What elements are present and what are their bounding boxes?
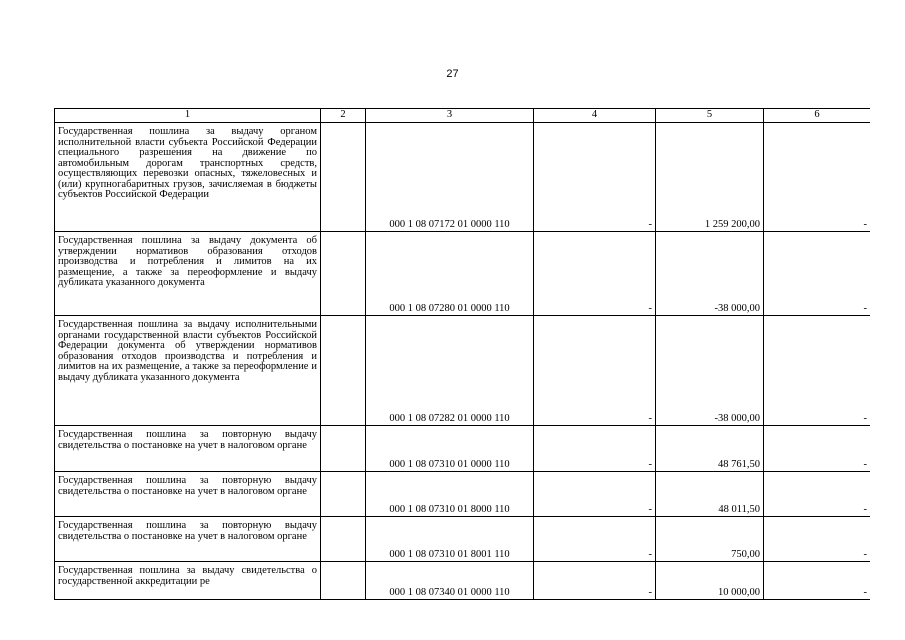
col2-cell [321,562,366,600]
budget-code-cell: 000 1 08 07280 01 0000 110 [366,232,534,316]
header-cell: 6 [764,109,871,123]
col5-value-cell: 750,00 [656,517,764,562]
col4-value-cell: - [534,123,656,232]
col2-cell [321,426,366,472]
budget-code-cell: 000 1 08 07310 01 0000 110 [366,426,534,472]
budget-code-cell: 000 1 08 07310 01 8000 110 [366,472,534,517]
col4-value-cell: - [534,232,656,316]
col5-value-cell: -38 000,00 [656,232,764,316]
revenue-name-cell: Государственная пошлина за выдачу документа об утверждении нормативов образования отходов производства и потребления и лимитов на их размещение, а также за переоформление и выдачу дубликата указанного документа [55,232,321,316]
budget-code-cell: 000 1 08 07282 01 0000 110 [366,316,534,426]
page-number: 27 [446,68,459,80]
col6-value-cell: - [764,426,871,472]
col4-value-cell: - [534,426,656,472]
col6-value-cell: - [764,123,871,232]
col4-value-cell: - [534,316,656,426]
col5-value-cell: -38 000,00 [656,316,764,426]
table-row [55,562,871,600]
table-header-row [55,109,871,123]
revenue-name-cell: Государственная пошлина за выдачу исполнительными органами государственной власти субъектов Российской Федерации документа об утверждении нормативов образования отходов производства и потребления и лимитов на их размещение, а также за переоформление и выдачу дубликата указанного документа [55,316,321,426]
header-cell: 2 [321,109,366,123]
col2-cell [321,232,366,316]
budget-table-container [54,108,870,640]
col2-cell [321,123,366,232]
header-cell: 1 [55,109,321,123]
budget-code-cell: 000 1 08 07172 01 0000 110 [366,123,534,232]
revenue-name-cell: Государственная пошлина за повторную выдачу свидетельства о постановке на учет в налоговом органе [55,472,321,517]
col2-cell [321,517,366,562]
col5-value-cell: 48 011,50 [656,472,764,517]
table-row [55,232,871,316]
revenue-name-cell: Государственная пошлина за повторную выдачу свидетельства о постановке на учет в налоговом органе [55,517,321,562]
col6-value-cell: - [764,316,871,426]
col5-value-cell: 1 259 200,00 [656,123,764,232]
budget-code-cell: 000 1 08 07340 01 0000 110 [366,562,534,600]
header-cell: 3 [366,109,534,123]
header-cell: 4 [534,109,656,123]
col2-cell [321,472,366,517]
col6-value-cell: - [764,232,871,316]
col4-value-cell: - [534,472,656,517]
table-row [55,517,871,562]
budget-code-cell: 000 1 08 07310 01 8001 110 [366,517,534,562]
col2-cell [321,316,366,426]
col6-value-cell: - [764,562,871,600]
header-cell: 5 [656,109,764,123]
table-row [55,472,871,517]
table-row [55,316,871,426]
col6-value-cell: - [764,517,871,562]
revenue-name-cell: Государственная пошлина за выдачу органом исполнительной власти субъекта Российской Федерации специального разрешения на движение по автомобильным дорогам транспортных средств, осуществляющих перевозки опасных, тяжеловесных и (или) крупногабаритных грузов, зачисляемая в бюджеты субъектов Российской Федерации [55,123,321,232]
col4-value-cell: - [534,562,656,600]
table-row [55,123,871,232]
col5-value-cell: 48 761,50 [656,426,764,472]
col4-value-cell: - [534,517,656,562]
budget-table [54,108,870,600]
col5-value-cell: 10 000,00 [656,562,764,600]
table-row [55,426,871,472]
revenue-name-cell: Государственная пошлина за выдачу свидетельства о государственной аккредитации ре [55,562,321,600]
col6-value-cell: - [764,472,871,517]
revenue-name-cell: Государственная пошлина за повторную выдачу свидетельства о постановке на учет в налоговом органе [55,426,321,472]
